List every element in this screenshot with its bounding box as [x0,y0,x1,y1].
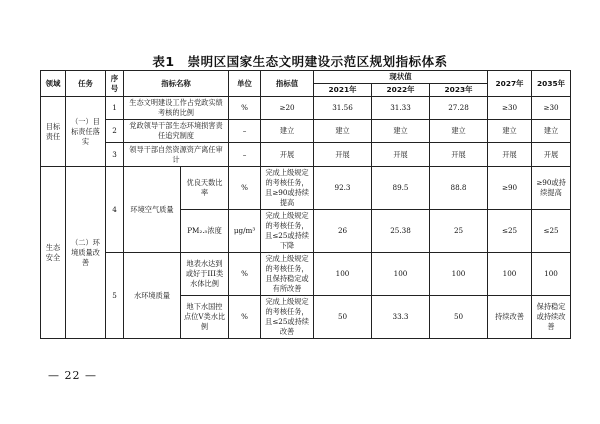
header-2022: 2022年 [372,84,430,97]
indicator-cell: 党政领导干部生态环境损害责任追究制度 [124,120,229,143]
value-cell: 89.5 [372,167,430,210]
target-cell: 完成上级规定的考核任务，且保持稳定或有所改善 [261,253,314,296]
value-cell: 建立 [488,120,532,143]
unit-cell: % [229,167,261,210]
header-seq: 序号 [106,71,124,97]
value-cell: ≥30 [532,97,571,120]
value-cell: ≤25 [532,210,571,253]
value-cell: 开展 [372,143,430,167]
seq-cell: 2 [106,120,124,143]
value-cell: 开展 [488,143,532,167]
target-cell: 开展 [261,143,314,167]
task-cell: （二）环境质量改善 [66,167,106,339]
value-cell: ≤25 [488,210,532,253]
unit-cell: μg/m³ [229,210,261,253]
value-cell: 50 [430,296,488,339]
indicator-table [40,70,571,339]
value-cell: 26 [314,210,372,253]
value-cell: 开展 [430,143,488,167]
sub-indicator-cell: 优良天数比率 [181,167,229,210]
value-cell: 建立 [314,120,372,143]
unit-cell: % [229,253,261,296]
value-cell: 31.56 [314,97,372,120]
sub-indicator-cell: 地下水国控点位V类水比例 [181,296,229,339]
value-cell: 保持稳定或持续改善 [532,296,571,339]
table-title: 表1 崇明区国家生态文明建设示范区规划指标体系 [152,54,448,69]
task-cell: （一）目标责任落实 [66,97,106,167]
seq-cell: 3 [106,143,124,167]
value-cell: 建立 [430,120,488,143]
indicator-cell: 领导干部自然资源资产离任审计 [124,143,229,167]
value-cell: 100 [372,253,430,296]
header-current: 现状值 [314,71,488,84]
domain-cell: 目标责任 [41,97,66,167]
target-cell: 建立 [261,120,314,143]
header-domain: 领域 [41,71,66,97]
value-cell: 建立 [532,120,571,143]
value-cell: 100 [488,253,532,296]
value-cell: 开展 [532,143,571,167]
header-task: 任务 [66,71,106,97]
value-cell: 开展 [314,143,372,167]
value-cell: 持续改善 [488,296,532,339]
value-cell: 92.3 [314,167,372,210]
sub-indicator-cell: 地表水达到或好于III类水体比例 [181,253,229,296]
value-cell: 100 [430,253,488,296]
value-cell: 33.3 [372,296,430,339]
target-cell: 完成上级规定的考核任务，且≤25或持续改善 [261,296,314,339]
value-cell: 100 [314,253,372,296]
target-cell: ≥20 [261,97,314,120]
header-2021: 2021年 [314,84,372,97]
header-2035: 2035年 [532,71,571,97]
unit-cell: – [229,120,261,143]
sub-indicator-cell: PM₂.₅浓度 [181,210,229,253]
indicator-group-cell: 环境空气质量 [124,167,181,253]
value-cell: ≥90 [488,167,532,210]
seq-cell: 4 [106,167,124,253]
target-cell: 完成上级规定的考核任务，且≤25或持续下降 [261,210,314,253]
value-cell: 88.8 [430,167,488,210]
domain-cell: 生态安全 [41,167,66,339]
unit-cell: % [229,97,261,120]
value-cell: 建立 [372,120,430,143]
seq-cell: 5 [106,253,124,339]
value-cell: 25 [430,210,488,253]
table-row [41,253,571,296]
header-indicator: 指标名称 [124,71,229,97]
value-cell: 50 [314,296,372,339]
value-cell: 25.38 [372,210,430,253]
value-cell: ≥90或持续提高 [532,167,571,210]
value-cell: ≥30 [488,97,532,120]
table-row [41,143,571,167]
page-number: — 22 — [48,369,97,382]
header-2027: 2027年 [488,71,532,97]
seq-cell: 1 [106,97,124,120]
value-cell: 27.28 [430,97,488,120]
value-cell: 31.33 [372,97,430,120]
table-row [41,97,571,120]
header-target: 指标值 [261,71,314,97]
unit-cell: % [229,296,261,339]
indicator-group-cell: 水环境质量 [124,253,181,339]
value-cell: 100 [532,253,571,296]
unit-cell: – [229,143,261,167]
target-cell: 完成上级规定的考核任务，且≥90或持续提高 [261,167,314,210]
indicator-cell: 生态文明建设工作占党政实绩考核的比例 [124,97,229,120]
header-2023: 2023年 [430,84,488,97]
header-unit: 单位 [229,71,261,97]
table-row [41,167,571,210]
table-row [41,120,571,143]
